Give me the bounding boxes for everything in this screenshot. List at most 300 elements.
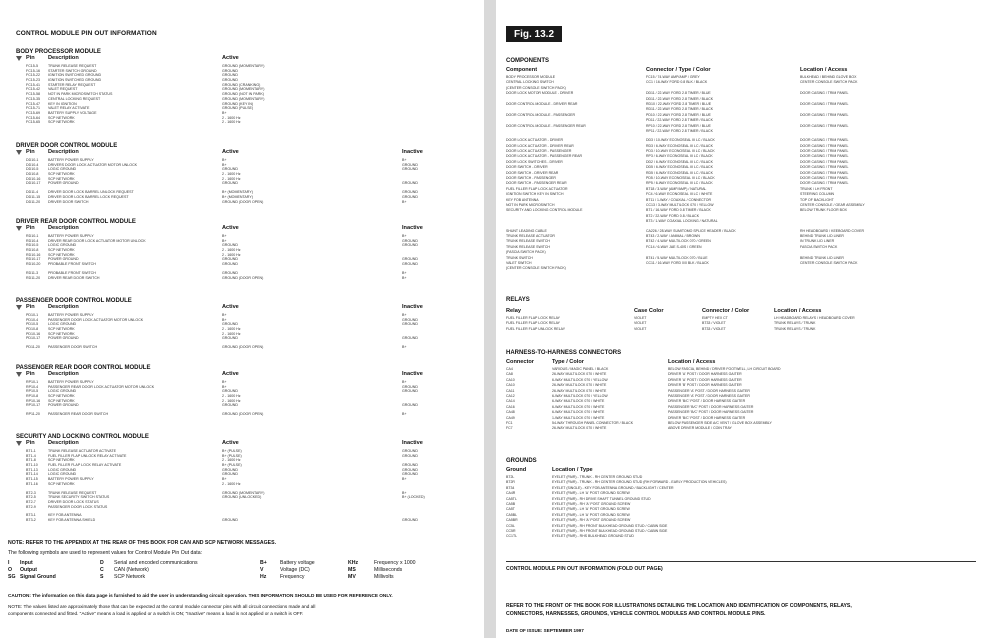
pin-number: DD10-5 bbox=[26, 167, 39, 172]
component-name: TRUNK RELEASE ACTUATOR bbox=[506, 233, 555, 238]
component-name: DOOR SWITCH - PASSENGER bbox=[506, 176, 556, 181]
relay-location: TRUNK RELAYS / TRUNK bbox=[774, 321, 816, 326]
ground-location: EYELET (PAIR) - RH 'A' POST GROUND SCREW bbox=[552, 501, 631, 506]
pin-description: POWER GROUND bbox=[48, 336, 79, 341]
components-title: COMPONENTS bbox=[506, 58, 550, 64]
pin-number: RP10-1 bbox=[26, 380, 39, 384]
legend-description: Millivolts bbox=[374, 574, 394, 580]
inactive-value: GROUND bbox=[402, 194, 418, 199]
pin-description: BATTERY POWER SUPPLY bbox=[48, 380, 94, 384]
active-value: 2 - 1600 Hz bbox=[222, 172, 241, 177]
section-title: PASSENGER DOOR CONTROL MODULE bbox=[16, 298, 132, 304]
ground-id: CA5TL bbox=[506, 496, 517, 501]
connector-type: BT3 / 1-WAY COAXIAL LOCKING / NATURAL bbox=[646, 219, 718, 224]
harness-connector: CA11 bbox=[506, 388, 515, 393]
pin-description: DRIVER DOOR LOCK BARREL LOCK REQUEST bbox=[48, 194, 129, 199]
pin-description: SCP NETWORK bbox=[48, 176, 75, 181]
description-col-header: Description bbox=[48, 440, 79, 446]
active-value: GROUND bbox=[222, 262, 238, 267]
components-table bbox=[506, 67, 976, 272]
legend-description: Milliseconds bbox=[374, 567, 403, 573]
active-value: GROUND (KEY IN) bbox=[222, 101, 254, 106]
active-value: GROUND bbox=[222, 270, 238, 275]
pin-number: PD11-20 bbox=[26, 345, 40, 350]
ground-location: EYELET (PAIR) - RH FRONT BULKHEAD GROUND STUD / CABIN SIDE bbox=[552, 528, 668, 533]
pin-number: RP10-8 bbox=[26, 394, 39, 399]
pin-number: PD10-1 bbox=[26, 313, 39, 317]
inactive-value: GROUND bbox=[402, 322, 418, 327]
inactive-value: GROUND bbox=[402, 317, 418, 322]
pin-description: BATTERY POWER SUPPLY bbox=[48, 313, 94, 317]
component-location: DOOR CASING / TRIM PANEL bbox=[800, 143, 849, 148]
active-value: GROUND (MOMENTARY) bbox=[222, 87, 265, 92]
active-value: B+ (MOMENTARY) bbox=[222, 194, 253, 199]
active-value: GROUND bbox=[222, 257, 238, 262]
pin-number: FC15-64 bbox=[26, 115, 40, 120]
legend-description: SCP Network bbox=[114, 574, 146, 580]
pin-description: LOGIC GROUND bbox=[48, 243, 77, 248]
component-name: TRUNK RELEASE SWITCH bbox=[506, 239, 550, 244]
component-location: DOOR CASING / TRIM PANEL bbox=[800, 165, 849, 170]
connector-type: DD3 / 10-WAY ECONOSEAL III LC / BLACK bbox=[646, 138, 715, 143]
column-header-row bbox=[16, 371, 480, 380]
active-value: 2 - 1600 Hz bbox=[222, 120, 241, 125]
active-col-header: Active bbox=[222, 440, 239, 446]
connector-type: DD11 / 22-WAY FORD 2.8 TIMER / BLACK bbox=[646, 96, 714, 101]
component-name: SHUNT LEADING CABLE bbox=[506, 228, 547, 233]
ground-id: CC5L bbox=[506, 523, 515, 528]
pin-description: POWER GROUND bbox=[48, 257, 79, 262]
description-col-header: Description bbox=[48, 225, 79, 231]
connector-type: BT2 / 22-WAY FORD 0.8 / BLACK bbox=[646, 213, 700, 218]
pin-description: VALET REQUEST bbox=[48, 87, 78, 92]
inactive-value: GROUND bbox=[402, 167, 418, 172]
pin-number: RP10-16 bbox=[26, 398, 41, 403]
active-value: GROUND bbox=[222, 403, 238, 408]
pin-row bbox=[16, 412, 480, 417]
pin-number: BT1-13 bbox=[26, 467, 38, 472]
pin-description: PASSENGER REAR DOOR LOCK ACTUATOR MOTOR UNLOCK bbox=[48, 384, 155, 389]
legend-description: Output bbox=[20, 567, 37, 573]
pin-col-header: Pin bbox=[26, 225, 35, 231]
legend-symbol: O bbox=[8, 567, 13, 573]
component-name: DOOR LOCK SWITCHES - DRIVER bbox=[506, 159, 563, 164]
pin-description: SCP NETWORK bbox=[48, 394, 75, 399]
issue-date: DATE OF ISSUE: SEPTEMBER 1997 bbox=[506, 628, 584, 633]
component-location: DOOR CASING / TRIM PANEL bbox=[800, 112, 849, 117]
inactive-value: B+ bbox=[402, 490, 407, 495]
page-spine bbox=[484, 0, 496, 638]
component-location: CENTER CONSOLE / GEAR ASSEMBLY bbox=[800, 202, 865, 207]
active-value: 2 - 1600 Hz bbox=[222, 458, 241, 463]
column-header-row bbox=[16, 225, 480, 234]
active-value: GROUND (CRANKING) bbox=[222, 82, 261, 87]
component-location: DOOR CASING / TRIM PANEL bbox=[800, 149, 849, 154]
legend-description: Voltage (DC) bbox=[280, 567, 310, 573]
pin-number: BT3-1 bbox=[26, 513, 36, 518]
pin-description: BATTERY POWER SUPPLY bbox=[48, 477, 94, 482]
active-value: GROUND (DOOR OPEN) bbox=[222, 199, 264, 204]
pin-number: FC15-42 bbox=[26, 87, 40, 92]
pin-number: RD10-4 bbox=[26, 238, 39, 243]
harness-location: BELOW PASSENGER SIDE A/C VENT / GLOVE BOX ASSEMBLY bbox=[668, 420, 772, 425]
relays-rows bbox=[506, 316, 976, 332]
inactive-value: GROUND bbox=[402, 449, 418, 453]
pin-number: DD10-1 bbox=[26, 158, 39, 162]
grounds-title: GROUNDS bbox=[506, 458, 537, 464]
pin-description: KEY FOB ANTENNA SHIELD bbox=[48, 517, 96, 522]
pin-description: CENTRAL LOCKING REQUEST bbox=[48, 96, 101, 101]
harness-type-col-header: Type / Color bbox=[552, 359, 584, 365]
active-col-header: Active bbox=[222, 304, 239, 310]
harness-connector: CA48 bbox=[506, 410, 515, 415]
pin-number: DD10-8 bbox=[26, 172, 39, 177]
pin-number: BT2-7 bbox=[26, 499, 36, 504]
pin-number: FC15-5 bbox=[26, 64, 38, 68]
pin-number: FC15-16 bbox=[26, 68, 40, 73]
component-location: DOOR CASING / TRIM PANEL bbox=[800, 123, 849, 128]
pin-number: DD11-20 bbox=[26, 199, 41, 204]
active-value: 2 - 1600 Hz bbox=[222, 398, 241, 403]
relay-row bbox=[506, 327, 976, 332]
pin-number: RD10-16 bbox=[26, 252, 41, 257]
inactive-value: GROUND bbox=[402, 467, 418, 472]
pin-number: BT1-4 bbox=[26, 453, 36, 458]
active-value: GROUND (DOOR OPEN) bbox=[222, 275, 264, 280]
harness-connector-col-header: Connector bbox=[506, 359, 534, 365]
module-section bbox=[16, 49, 480, 125]
component-location: BELOW TRUNK FLOOR BOX bbox=[800, 208, 847, 213]
harness-type: 6-WAY MULTILOCK 070 / WHITE bbox=[552, 410, 605, 415]
connector-type: DD5 / 6-WAY ECONOSEAL III LC / BLACK bbox=[646, 165, 713, 170]
legend-symbol: MV bbox=[348, 574, 356, 580]
connector-type: CC1 / 16-WAY FORD 0.8 BLK / BLACK bbox=[646, 80, 708, 85]
pin-description: SCP NETWORK bbox=[48, 115, 75, 120]
pin-row bbox=[16, 200, 480, 205]
component-location: DOOR CASING / TRIM PANEL bbox=[800, 176, 849, 181]
pin-description: SCP NETWORK bbox=[48, 331, 75, 336]
column-header-row bbox=[16, 149, 480, 158]
pin-number: PD10-8 bbox=[26, 327, 39, 332]
active-value: GROUND bbox=[222, 517, 238, 522]
pin-description: SCP NETWORK bbox=[48, 481, 75, 486]
pin-number: RP10-17 bbox=[26, 403, 41, 408]
connector-type: RD10 / 22-WAY FORD 2.8 TIMER / BLUE bbox=[646, 101, 712, 106]
harness-type: 26-WAY MULTILOCK 070 / WHITE bbox=[552, 388, 607, 393]
pin-description: LOGIC GROUND bbox=[48, 322, 77, 327]
active-value: GROUND bbox=[222, 243, 238, 248]
component-name: DOOR LOCK ACTUATOR - PASSENGER bbox=[506, 149, 572, 154]
inactive-value: B+ bbox=[402, 345, 407, 350]
inactive-value: GROUND bbox=[402, 243, 418, 248]
pin-col-header: Pin bbox=[26, 371, 35, 377]
pin-description: PASSENGER REAR DOOR SWITCH bbox=[48, 412, 109, 417]
pin-description: PROBABLE FRONT SWITCH bbox=[48, 270, 96, 275]
component-name: DOOR LOCK MOTOR MODULE - DRIVER bbox=[506, 91, 574, 96]
connector-type: CA226 / 28-WAY SUMITOMO SPLICE HEADER / BLACK bbox=[646, 228, 736, 233]
active-value: GROUND (NOT IN PARK) bbox=[222, 92, 264, 97]
harness-connector: CA10 bbox=[506, 377, 515, 382]
active-col-header: Active bbox=[222, 149, 239, 155]
inactive-value: B+ bbox=[402, 158, 407, 162]
active-col-header: Active bbox=[222, 371, 239, 377]
column-header-row bbox=[16, 440, 480, 449]
active-col-header: Active bbox=[222, 225, 239, 231]
active-value: GROUND bbox=[222, 467, 238, 472]
fold-out-footer-title: CONTROL MODULE PIN OUT INFORMATION (FOLD OUT PAGE) bbox=[506, 566, 663, 572]
inactive-value: B+ bbox=[402, 270, 407, 275]
connector-type: FC4 / 6-WAY ECONOSEAL III LC / WHITE bbox=[646, 192, 713, 197]
active-value: GROUND bbox=[222, 167, 238, 172]
inactive-value: GROUND bbox=[402, 262, 418, 267]
ground-col-header: Ground bbox=[506, 467, 527, 473]
pin-description: TRUNK RELEASE ACTUATOR ACTIVATE bbox=[48, 449, 117, 453]
pin-number: BT1-16 bbox=[26, 481, 38, 486]
description-col-header: Description bbox=[48, 304, 79, 310]
active-value: GROUND (MOMENTARY) bbox=[222, 96, 265, 101]
harness-header bbox=[506, 359, 976, 367]
ground-id: BT2L bbox=[506, 475, 515, 479]
legend-description: Battery voltage bbox=[280, 560, 315, 566]
pin-number: DD10-17 bbox=[26, 181, 41, 186]
connector-type: RP11 / 22-WAY FORD 2.8 TIMER / BLACK bbox=[646, 128, 713, 133]
active-value: B+ bbox=[222, 162, 227, 167]
connector-type: BT18 / 3-WAY (AMP/AMP) / NATURAL bbox=[646, 186, 707, 191]
harness-location: PASSENGER 'A' POST / DOOR HARNESS GAITER bbox=[668, 388, 750, 393]
inactive-col-header: Inactive bbox=[402, 440, 423, 446]
harness-type: 26-WAY MULTILOCK 070 / WHITE bbox=[552, 383, 607, 388]
pin-description: KEY FOB ANTENNA bbox=[48, 513, 82, 518]
active-value: GROUND (MOMENTARY) bbox=[222, 64, 265, 68]
component-name: NOT IN PARK MICROSWITCH bbox=[506, 202, 555, 207]
inactive-value: GROUND bbox=[402, 472, 418, 477]
pin-number: RD10-1 bbox=[26, 234, 39, 238]
component-col-header: Component bbox=[506, 67, 538, 73]
ground-row bbox=[506, 534, 976, 539]
pin-description: DRIVER REAR DOOR LOCK ACTUATOR MOTOR UNLOCK bbox=[48, 238, 146, 243]
connector-type: RD5 / 6-WAY ECONOSEAL III LC / BLACK bbox=[646, 170, 713, 175]
active-value: GROUND bbox=[222, 389, 238, 394]
pin-description: DRIVER REAR DOOR SWITCH bbox=[48, 275, 100, 280]
inactive-value: GROUND bbox=[402, 517, 418, 522]
harness-type: 54-WAY THROUGH PANEL CONNECTOR / BLACK bbox=[552, 420, 634, 425]
ground-id: CC5R bbox=[506, 528, 516, 533]
pin-description: BATTERY POWER SUPPLY bbox=[48, 234, 94, 238]
inactive-value: B+ bbox=[402, 477, 407, 482]
inactive-value: GROUND bbox=[402, 162, 418, 167]
active-value: 2 - 1600 Hz bbox=[222, 394, 241, 399]
component-name: TRUNK SWITCH bbox=[506, 255, 533, 260]
connector-type: FC14 / 6-WAY JAE S-40S / GREEN bbox=[646, 244, 702, 249]
inactive-value: GROUND bbox=[402, 389, 418, 394]
ground-location-col-header: Location / Type bbox=[552, 467, 593, 473]
pin-description: DRIVERS DOOR LOCK ACTUATOR MOTOR UNLOCK bbox=[48, 162, 138, 167]
module-section bbox=[16, 434, 480, 523]
harness-location: ABOVE DRIVER MODULE / COIN TRAY bbox=[668, 426, 732, 431]
connector-type: PD5 / 10-WAY ECONOSEAL III LC / BLACK bbox=[646, 176, 715, 181]
relay-case-color: VIOLET bbox=[634, 316, 647, 320]
pin-description: SCP NETWORK bbox=[48, 172, 75, 177]
active-value: B+ bbox=[222, 384, 227, 389]
active-value: B+ (PULSE) bbox=[222, 449, 242, 453]
pin-row bbox=[16, 120, 480, 125]
active-value: GROUND bbox=[222, 472, 238, 477]
component-name: CENTRAL LOCKING SWITCH bbox=[506, 80, 554, 85]
harness-connector: CA4 bbox=[506, 367, 513, 371]
component-location: CENTER CONSOLE SWITCH PACK bbox=[800, 80, 858, 85]
inactive-value: GROUND bbox=[402, 238, 418, 243]
connector-type: RD11 / 22-WAY FORD 2.8 TIMER / BLACK bbox=[646, 107, 714, 112]
ground-id: BT2R bbox=[506, 480, 515, 485]
active-value: GROUND (DOOR OPEN) bbox=[222, 345, 264, 350]
pin-number: RD11-20 bbox=[26, 275, 41, 280]
component-location: DOOR CASING / TRIM PANEL bbox=[800, 159, 849, 164]
component-name: DOOR SWITCH - PASSENGER REAR bbox=[506, 181, 567, 186]
component-name: TRUNK RELEASE SWITCH bbox=[506, 244, 550, 249]
ground-id: CC1TL bbox=[506, 534, 518, 539]
pin-col-header: Pin bbox=[26, 149, 35, 155]
inactive-value: GROUND bbox=[402, 463, 418, 468]
active-value: 2 - 1600 Hz bbox=[222, 248, 241, 253]
component-name: FUEL FILLER FLAP LOCK ACTUATOR bbox=[506, 186, 568, 191]
harness-location: DRIVER 'A' POST / DOOR HARNESS GAITER bbox=[668, 372, 742, 377]
legend-symbol: KHz bbox=[348, 560, 359, 566]
connector-type: BT42 / 4-WAY MULTILOCK 070 / GREEN bbox=[646, 239, 711, 244]
inactive-value: GROUND bbox=[402, 190, 418, 195]
component-name: DOOR LOCK ACTUATOR - PASSENGER REAR bbox=[506, 154, 583, 159]
harness-location: DRIVER 'B' POST / DOOR HARNESS GAITER bbox=[668, 383, 742, 388]
pin-number: FC15-71 bbox=[26, 106, 40, 111]
connector-type: BT1 / 16-WAY FORD 0.8 TIMER / BLACK bbox=[646, 208, 711, 213]
pin-number: BT2-9 bbox=[26, 504, 36, 509]
pin-description: LOGIC GROUND bbox=[48, 467, 77, 472]
harness-type: 6-WAY MULTILOCK 070 / YELLOW bbox=[552, 377, 608, 382]
relay-name: FUEL FILLER FLAP UNLOCK RELAY bbox=[506, 326, 566, 331]
triangle-icon bbox=[16, 441, 22, 448]
section-title: PASSENGER REAR DOOR CONTROL MODULE bbox=[16, 365, 151, 371]
component-location: DOOR CASING / TRIM PANEL bbox=[800, 101, 849, 106]
component-location: DOOR CASING / TRIM PANEL bbox=[800, 91, 849, 96]
pin-description: DRIVER DOOR LOCK STATUS bbox=[48, 499, 99, 504]
connector-type: BT41 / 5-WAY MULTILOCK 070 / BLUE bbox=[646, 255, 708, 260]
connector-type: BT11 / 1-WAY / COAXIAL / CONNECTOR bbox=[646, 197, 712, 202]
component-location: BEHIND TRUNK LID LINER bbox=[800, 233, 844, 238]
harness-location: DRIVER 'B/C' POST / DOOR HARNESS GAITER bbox=[668, 415, 746, 420]
active-value: 2 - 1600 Hz bbox=[222, 481, 241, 486]
connector-type: DD2 / 6-WAY ECONOSEAL III LC / BLACK bbox=[646, 159, 713, 164]
pin-description: PASSENGER DOOR LOCK ACTUATOR MOTOR UNLOCK bbox=[48, 317, 144, 322]
active-value: GROUND bbox=[222, 336, 238, 341]
component-name: VALET SWITCH bbox=[506, 260, 532, 265]
pin-description: SCP NETWORK bbox=[48, 252, 75, 257]
column-header-row bbox=[16, 55, 480, 64]
connector-type: CC11 / 16-WAY FORD 0/0 BLK / BLACK bbox=[646, 260, 709, 265]
legend-description: Signal Ground bbox=[20, 574, 56, 580]
grounds-header bbox=[506, 467, 976, 475]
component-location: DOOR CASING / TRIM PANEL bbox=[800, 154, 849, 159]
harness-type: VARIOUS / MAGIC PANEL / BLACK bbox=[552, 367, 609, 371]
component-name: (FASCIA SWITCH PACK) bbox=[506, 250, 546, 255]
legend-symbol: MS bbox=[348, 567, 356, 573]
pin-number: BT1-8 bbox=[26, 458, 36, 463]
pin-description: LOGIC GROUND bbox=[48, 167, 77, 172]
active-value: 2 - 1600 Hz bbox=[222, 331, 241, 336]
relay-connector: BT33 / VIOLET bbox=[702, 321, 726, 326]
pin-description: PROBABLE FRONT SWITCH bbox=[48, 262, 96, 267]
legend-description: Frequency bbox=[280, 574, 305, 580]
legend-symbol: V bbox=[260, 567, 264, 573]
active-value: 2 - 1600 Hz bbox=[222, 327, 241, 332]
legend-symbol: B+ bbox=[260, 560, 267, 566]
active-value: B+ bbox=[222, 313, 227, 317]
pin-description: SCP NETWORK bbox=[48, 120, 75, 125]
pin-description: SCP NETWORK bbox=[48, 327, 75, 332]
pin-col-header: Pin bbox=[26, 304, 35, 310]
relay-case-color: VIOLET bbox=[634, 326, 647, 331]
pin-number: FC15-41 bbox=[26, 82, 40, 87]
active-value: 2 - 1600 Hz bbox=[222, 252, 241, 257]
harness-type: 1-WAY MULTILOCK 070 / WHITE bbox=[552, 415, 605, 420]
legend-description: CAN (Network) bbox=[114, 567, 149, 573]
relay-connector: BT33 / VIOLET bbox=[702, 326, 726, 331]
pin-description: IGNITION SWITCHED GROUND bbox=[48, 73, 102, 78]
component-location: DOOR CASING / TRIM PANEL bbox=[800, 170, 849, 175]
triangle-icon bbox=[16, 226, 22, 233]
active-value: B+ bbox=[222, 158, 227, 162]
relay-case-color: VIOLET bbox=[634, 321, 647, 326]
pin-description: SCP NETWORK bbox=[48, 248, 75, 253]
inactive-col-header: Inactive bbox=[402, 225, 423, 231]
pin-number: RP10-4 bbox=[26, 384, 39, 389]
pin-number: BT1-14 bbox=[26, 472, 38, 477]
component-location: TOP OF BACKLIGHT bbox=[800, 197, 834, 202]
legend-symbol: D bbox=[100, 560, 104, 566]
triangle-icon bbox=[16, 150, 22, 157]
triangle-icon bbox=[16, 56, 22, 63]
harness-location: DRIVER 'A' POST / DOOR HARNESS GAITER bbox=[668, 377, 742, 382]
pin-number: FC15-65 bbox=[26, 120, 40, 125]
grounds-rows bbox=[506, 475, 976, 540]
pin-row bbox=[16, 345, 480, 350]
component-location: STEERING COLUMN bbox=[800, 192, 835, 197]
harness-connector: CA49 bbox=[506, 415, 515, 420]
harness-connector: CA8 bbox=[506, 372, 513, 377]
connector-type: RP3 / 6-WAY ECONOSEAL III LC / BLACK bbox=[646, 154, 713, 159]
component-location: DOOR CASING / TRIM PANEL bbox=[800, 138, 849, 143]
pin-number: PD10-4 bbox=[26, 317, 39, 322]
active-value: B+ (PULSE) bbox=[222, 463, 242, 468]
active-value: B+ bbox=[222, 317, 227, 322]
connector-type: RP10 / 22-WAY FORD 2.8 TIMER / BLUE bbox=[646, 123, 711, 128]
ground-location: EYELET (PAIR) - RH 'A' POST GROUND SCREW bbox=[552, 518, 631, 523]
triangle-icon bbox=[16, 305, 22, 312]
harness-type: 6-WAY MULTILOCK 070 / WHITE bbox=[552, 399, 605, 404]
harness-connector: CA10 bbox=[506, 383, 515, 388]
relays-table bbox=[506, 308, 976, 332]
component-name: DOOR SWITCH - DRIVER bbox=[506, 165, 548, 170]
components-header bbox=[506, 67, 976, 75]
inactive-value: B+ bbox=[402, 199, 407, 204]
pin-description: KEY IN IGNITION bbox=[48, 101, 77, 106]
harness-table bbox=[506, 359, 976, 432]
component-name: DOOR LOCK ACTUATOR - DRIVER bbox=[506, 138, 564, 143]
ground-location: EYELET (PAIR) - RHS BULKHEAD GROUND STUD bbox=[552, 534, 634, 539]
connector-type: RP5 / 6-WAY ECONOSEAL III LC / BLACK bbox=[646, 181, 713, 186]
component-name: DOOR CONTROL MODULE - DRIVER REAR bbox=[506, 101, 578, 106]
inactive-value: B+ bbox=[402, 234, 407, 238]
inactive-value: GROUND bbox=[402, 384, 418, 389]
inactive-col-header: Inactive bbox=[402, 371, 423, 377]
